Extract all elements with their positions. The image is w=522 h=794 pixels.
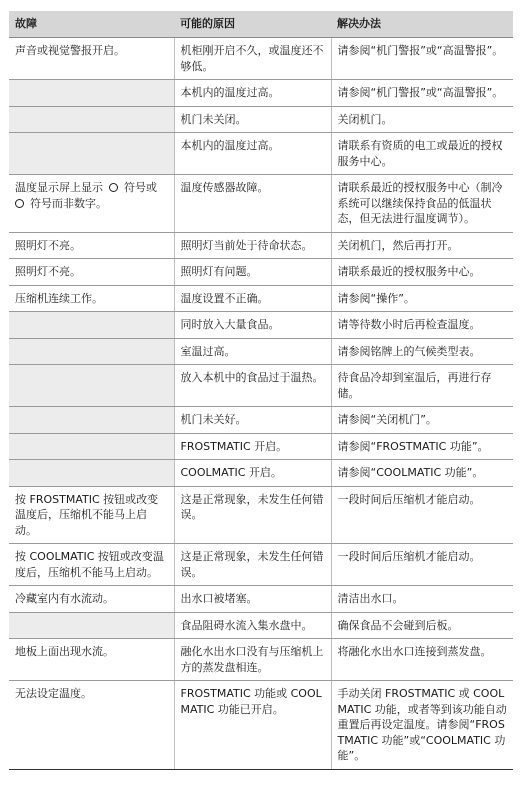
remedy-cell: 关闭机门，然后再打开。 [331, 232, 513, 259]
cause-cell: 机门未关好。 [174, 407, 331, 434]
fault-text-part: 温度显示屏上显示 [15, 181, 103, 194]
remedy-cell: 请参阅“机门警报”或“高温警报”。 [331, 38, 513, 80]
header-remedy: 解决办法 [331, 11, 513, 38]
remedy-cell: 手动关闭 FROSTMATIC 或 COOLMATIC 功能，或者等到该功能自动重置后再设定温度。请参阅“FROSTMATIC 功能”或“COOLMATIC 功能”。 [331, 681, 513, 770]
fault-cell [9, 175, 174, 233]
table-row [9, 486, 513, 544]
fault-text-part: 符号或 [124, 181, 157, 194]
table-row [9, 106, 513, 133]
fault-cell: 声音或视觉警报开启。 [9, 38, 174, 80]
troubleshooting-table [9, 11, 513, 770]
fault-cell [9, 612, 174, 639]
remedy-cell: 请联系最近的授权服务中心（制冷系统可以继续保持食品的低温状态，但无法进行温度调节）。 [331, 175, 513, 233]
table-body [9, 38, 513, 770]
remedy-cell: 待食品冷却到室温后，再进行存储。 [331, 365, 513, 407]
cause-cell: 融化水出水口没有与压缩机上方的蒸发盘相连。 [174, 639, 331, 681]
fault-cell [9, 365, 174, 407]
fault-cell: 地板上面出现水流。 [9, 639, 174, 681]
cause-cell: 这是正常现象，未发生任何错误。 [174, 544, 331, 586]
fault-cell [9, 106, 174, 133]
table-row [9, 407, 513, 434]
cause-cell: 照明灯当前处于待命状态。 [174, 232, 331, 259]
cause-cell: 室温过高。 [174, 338, 331, 365]
table-row [9, 544, 513, 586]
fault-text-part: 符号而非数字。 [30, 196, 107, 210]
circle-symbol-icon [109, 183, 118, 192]
table-row [9, 175, 513, 233]
remedy-cell: 请等待数小时后再检查温度。 [331, 312, 513, 339]
fault-cell [9, 338, 174, 365]
fault-cell: 按 FROSTMATIC 按钮或改变温度后，压缩机不能马上启动。 [9, 486, 174, 544]
table-row [9, 133, 513, 175]
remedy-cell: 一段时间后压缩机才能启动。 [331, 544, 513, 586]
cause-cell: 这是正常现象，未发生任何错误。 [174, 486, 331, 544]
remedy-cell: 请参阅铭牌上的气候类型表。 [331, 338, 513, 365]
fault-cell [9, 407, 174, 434]
table-row [9, 460, 513, 487]
header-fault: 故障 [9, 11, 174, 38]
fault-cell: 照明灯不亮。 [9, 259, 174, 286]
cause-cell: FROSTMATIC 开启。 [174, 433, 331, 460]
fault-cell: 压缩机连续工作。 [9, 285, 174, 312]
cause-cell: 本机内的温度过高。 [174, 80, 331, 107]
cause-cell: 机柜刚开启不久，或温度还不够低。 [174, 38, 331, 80]
header-cause: 可能的原因 [174, 11, 331, 38]
remedy-cell: 请参阅“COOLMATIC 功能”。 [331, 460, 513, 487]
cause-cell: 放入本机中的食品过于温热。 [174, 365, 331, 407]
table-row [9, 80, 513, 107]
remedy-cell: 请联系有资质的电工或最近的授权服务中心。 [331, 133, 513, 175]
table-row [9, 612, 513, 639]
remedy-cell: 请联系最近的授权服务中心。 [331, 259, 513, 286]
table-row [9, 639, 513, 681]
cause-cell: 温度设置不正确。 [174, 285, 331, 312]
cause-cell: 温度传感器故障。 [174, 175, 331, 233]
table-row [9, 433, 513, 460]
fault-cell [9, 460, 174, 487]
cause-cell: 出水口被堵塞。 [174, 586, 331, 613]
header-row [9, 11, 513, 38]
table-row [9, 259, 513, 286]
table-row [9, 338, 513, 365]
cause-cell: 同时放入大量食品。 [174, 312, 331, 339]
remedy-cell: 请参阅“关闭机门”。 [331, 407, 513, 434]
cause-cell: FROSTMATIC 功能或 COOLMATIC 功能已开启。 [174, 681, 331, 770]
fault-cell [9, 80, 174, 107]
table-row [9, 285, 513, 312]
table-row [9, 312, 513, 339]
fault-cell [9, 433, 174, 460]
table-header [9, 11, 513, 38]
table-row [9, 232, 513, 259]
table-row [9, 586, 513, 613]
remedy-cell: 将融化水出水口连接到蒸发盘。 [331, 639, 513, 681]
remedy-cell: 请参阅“机门警报”或“高温警报”。 [331, 80, 513, 107]
fault-cell: 冷藏室内有水流动。 [9, 586, 174, 613]
remedy-cell: 确保食品不会碰到后板。 [331, 612, 513, 639]
fault-cell: 无法设定温度。 [9, 681, 174, 770]
cause-cell: COOLMATIC 开启。 [174, 460, 331, 487]
fault-cell [9, 312, 174, 339]
remedy-cell: 关闭机门。 [331, 106, 513, 133]
remedy-cell: 请参阅“操作”。 [331, 285, 513, 312]
cause-cell: 食品阻碍水流入集水盘中。 [174, 612, 331, 639]
table-row [9, 681, 513, 770]
table-row [9, 365, 513, 407]
circle-symbol-icon [15, 199, 24, 208]
remedy-cell: 一段时间后压缩机才能启动。 [331, 486, 513, 544]
cause-cell: 本机内的温度过高。 [174, 133, 331, 175]
cause-cell: 照明灯有问题。 [174, 259, 331, 286]
remedy-cell: 清洁出水口。 [331, 586, 513, 613]
fault-cell: 按 COOLMATIC 按钮或改变温度后，压缩机不能马上启动。 [9, 544, 174, 586]
table-row [9, 38, 513, 80]
fault-cell: 照明灯不亮。 [9, 232, 174, 259]
remedy-cell: 请参阅“FROSTMATIC 功能”。 [331, 433, 513, 460]
cause-cell: 机门未关闭。 [174, 106, 331, 133]
fault-cell [9, 133, 174, 175]
